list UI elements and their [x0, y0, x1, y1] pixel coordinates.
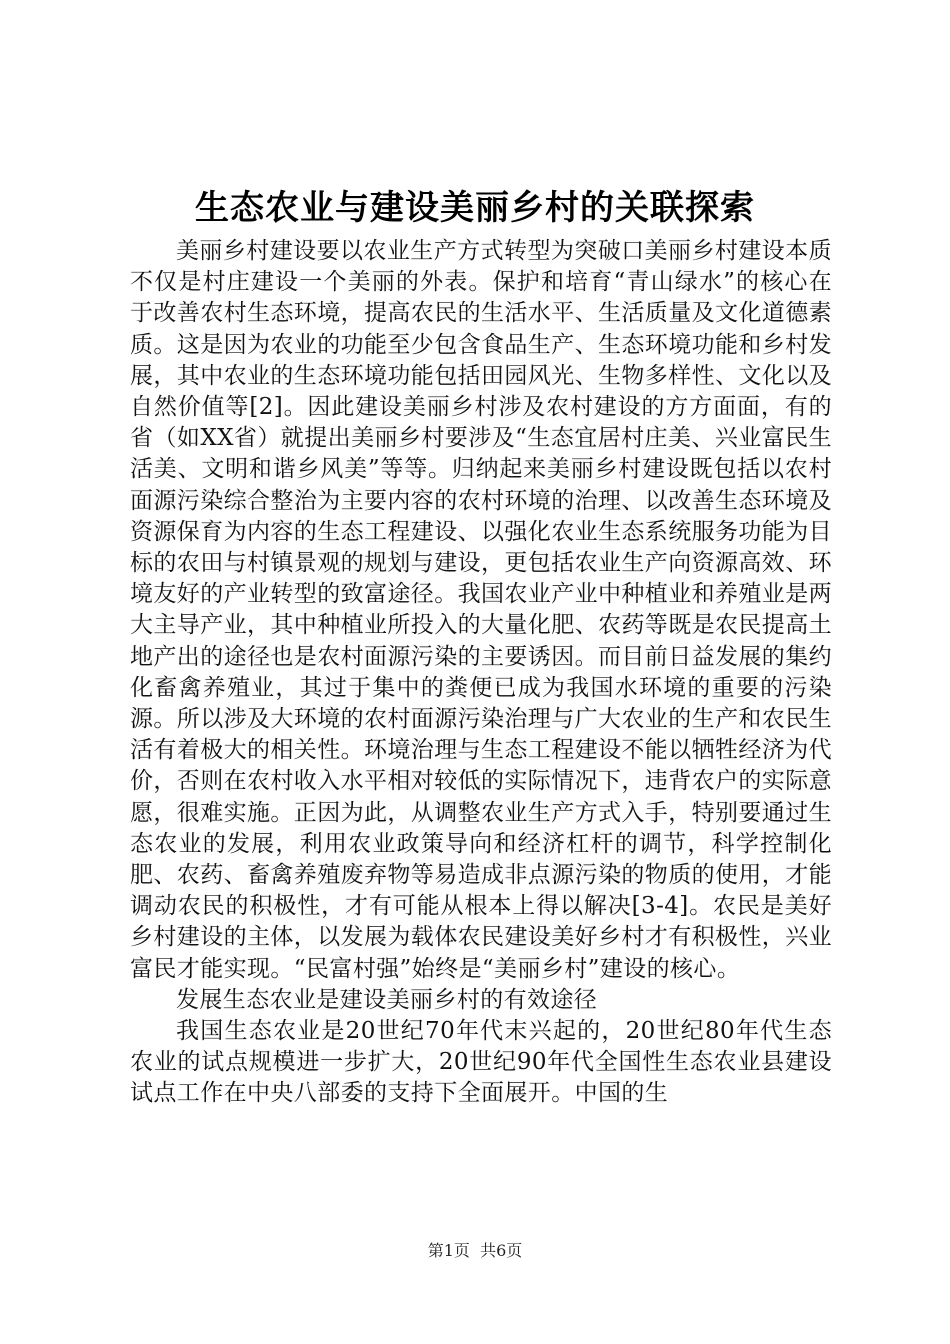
page-footer [0, 1240, 950, 1262]
footer-separator [470, 1241, 480, 1260]
paragraph-history: 我国生态农业是20世纪70年代末兴起的，20世纪80年代生态农业的试点规模进一步扩大，20世纪90年代全国性生态农业县建设试点工作在中央八部委的支持下全面展开。中国的生 [130, 1018, 832, 1107]
document-title: 生态农业与建设美丽乡村的关联探索 [195, 188, 755, 228]
document-body [130, 236, 832, 1110]
paragraph-intro: 美丽乡村建设要以农业生产方式转型为突破口美丽乡村建设本质不仅是村庄建设一个美丽的外表。保护和培育“青山绿水”的核心在于改善农村生态环境，提高农民的生活水平、生活质量及文化道德素质。这是因为农业的功能至少包含食品生产、生态环境功能和乡村发展，其中农业的生态环境功能包括田园风光、生物多样性、文化以及自然价值等[2]。因此建设美丽乡村涉及农村建设的方方面面，有的省（如XX省）就提出美丽乡村要涉及“生态宜居村庄美、兴业富民生活美、文明和谐乡风美”等等。归纳起来美丽乡村建设既包括以农村面源污染综合整治为主要内容的农村环境的治理、以改善生态环境及资源保育为内容的生态工程建设、以强化农业生态系统服务功能为目标的农田与村镇景观的规划与建设，更包括农业生产向资源高效、环境友好的产业转型的致富途径。我国农业产业中种植业和养殖业是两大主导产业，其中种植业所投入的大量化肥、农药等既是农民提高土地产出的途径也是农村面源污染的主要诱因。而目前日益发展的集约化畜禽养殖业，其过于集中的粪便已成为我国水环境的重要的污染源。所以涉及大环境的农村面源污染治理与广大农业的生产和农民生活有着极大的相关性。环境治理与生态工程建设不能以牺牲经济为代价，否则在农村收入水平相对较低的实际情况下，违背农户的实际意愿，很难实施。正因为此，从调整农业生产方式入手，特别要通过生态农业的发展，利用农业政策导向和经济杠杆的调节，科学控制化肥、农药、畜禽养殖废弃物等易造成非点源污染的物质的使用，才能调动农民的积极性，才有可能从根本上得以解决[3-4]。农民是美好乡村建设的主体，以发展为载体农民建设美好乡村才有积极性，兴业富民才能实现。“民富村强”始终是“美丽乡村”建设的核心。 [130, 238, 832, 982]
page-number: 第1页 [427, 1241, 470, 1260]
page-total: 共6页 [480, 1241, 523, 1260]
section-heading: 发展生态农业是建设美丽乡村的有效途径 [176, 986, 598, 1013]
